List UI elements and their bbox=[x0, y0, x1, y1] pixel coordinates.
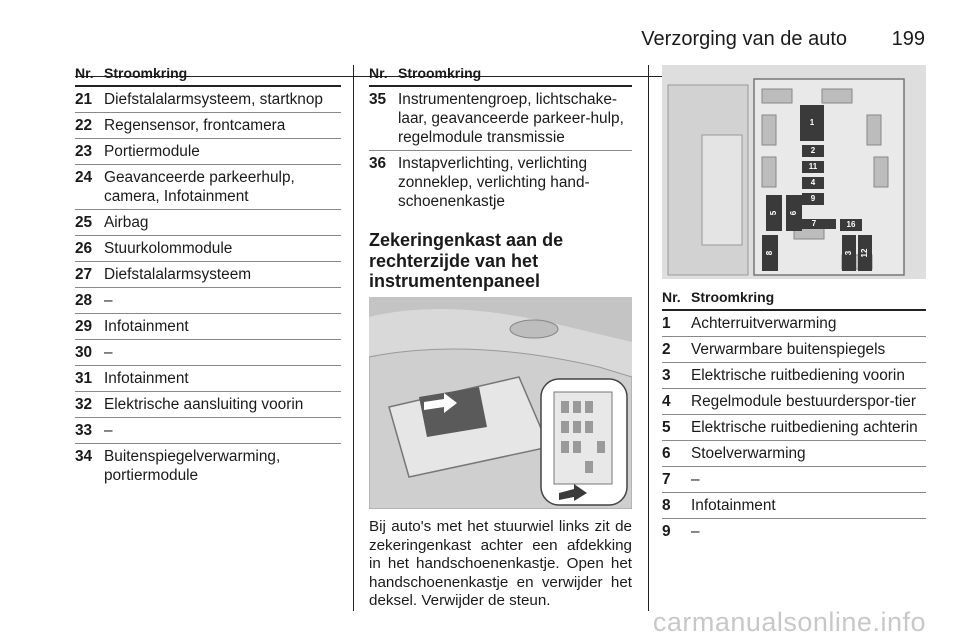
row-number: 25 bbox=[75, 214, 93, 231]
row-circuit: Infotainment bbox=[691, 497, 776, 514]
row-number: 31 bbox=[75, 370, 93, 387]
row-circuit: – bbox=[691, 523, 700, 540]
row-number: 22 bbox=[75, 117, 93, 134]
table-row bbox=[662, 519, 926, 544]
row-circuit: Achterruitverwarming bbox=[691, 315, 837, 332]
row-circuit: – bbox=[104, 292, 113, 309]
table-row bbox=[75, 87, 341, 113]
row-circuit: Buitenspiegelverwarming, portiermodule bbox=[104, 448, 281, 484]
glovebox-drawing bbox=[369, 297, 632, 509]
section-title: Zekeringenkast aan de rechterzijde van het instrumentenpaneel bbox=[369, 230, 564, 291]
column-divider bbox=[648, 65, 649, 611]
row-circuit: Airbag bbox=[104, 214, 149, 231]
table-row bbox=[75, 262, 341, 288]
row-circuit: Instrumentengroep, lichtschake-laar, geavanceerde parkeer-hulp, regelmodule transmissie bbox=[398, 91, 624, 146]
row-circuit: Diefstalalarmsysteem, startknop bbox=[104, 91, 323, 108]
page-title: Verzorging van de auto bbox=[641, 28, 847, 50]
table-row bbox=[662, 415, 926, 441]
table-row bbox=[75, 340, 341, 366]
col-header-nr: Nr. bbox=[662, 289, 681, 305]
row-number: 28 bbox=[75, 292, 93, 309]
fuse-label: 9 bbox=[810, 194, 816, 204]
table-row bbox=[369, 151, 632, 214]
table-row bbox=[662, 441, 926, 467]
fusebox-drawing bbox=[662, 65, 926, 279]
fuse-label: 1 bbox=[809, 118, 815, 128]
table-row bbox=[75, 392, 341, 418]
row-number: 8 bbox=[662, 497, 671, 514]
fuse-label: 4 bbox=[810, 178, 816, 188]
row-number: 3 bbox=[662, 367, 671, 384]
row-number: 29 bbox=[75, 318, 93, 335]
row-circuit: Regensensor, frontcamera bbox=[104, 117, 286, 134]
row-circuit: Portiermodule bbox=[104, 143, 200, 160]
row-circuit: – bbox=[104, 344, 113, 361]
row-number: 34 bbox=[75, 448, 93, 465]
row-number: 6 bbox=[662, 445, 671, 462]
row-number: 2 bbox=[662, 341, 671, 358]
row-circuit: – bbox=[691, 471, 700, 488]
table-row bbox=[75, 444, 341, 488]
row-number: 35 bbox=[369, 91, 387, 108]
table-row bbox=[369, 87, 632, 151]
table-row bbox=[662, 467, 926, 493]
col-header-circuit: Stroomkring bbox=[691, 289, 775, 305]
col-header-circuit: Stroomkring bbox=[398, 65, 482, 81]
row-number: 30 bbox=[75, 344, 93, 361]
row-number: 36 bbox=[369, 155, 387, 172]
page-header bbox=[75, 26, 925, 54]
table-row bbox=[75, 139, 341, 165]
row-circuit: – bbox=[104, 422, 113, 439]
fuse-label: 2 bbox=[810, 146, 816, 156]
row-circuit: Diefstalalarmsysteem bbox=[104, 266, 252, 283]
row-number: 23 bbox=[75, 143, 93, 160]
fuse-label: 5 bbox=[769, 210, 779, 216]
row-number: 27 bbox=[75, 266, 93, 283]
fuse-label: 3 bbox=[844, 250, 854, 256]
fusebox-illustration bbox=[662, 65, 926, 279]
row-circuit: Elektrische ruitbediening voorin bbox=[691, 367, 905, 384]
table-row bbox=[75, 165, 341, 210]
row-number: 32 bbox=[75, 396, 93, 413]
row-circuit: Instapverlichting, verlichting zonneklep, verlichting hand-schoenenkastje bbox=[398, 155, 590, 210]
column-divider bbox=[353, 65, 354, 611]
col-header-nr: Nr. bbox=[369, 65, 388, 81]
fuse-label: 7 bbox=[811, 219, 817, 229]
instruction-paragraph: Bij auto's met het stuurwiel links zit de zekeringenkast achter een afdekking in het handschoenenkastje. Open het handschoenenkastje en verwijder het deksel. Verwijder de steun. bbox=[369, 518, 632, 609]
table-row bbox=[75, 288, 341, 314]
row-number: 9 bbox=[662, 523, 671, 540]
fuse-label: 6 bbox=[789, 210, 799, 216]
table-header bbox=[75, 65, 341, 87]
row-number: 26 bbox=[75, 240, 93, 257]
table-row bbox=[662, 337, 926, 363]
table-row bbox=[662, 311, 926, 337]
row-circuit: Regelmodule bestuurderspor-tier bbox=[691, 393, 916, 410]
table-row bbox=[75, 366, 341, 392]
table-row bbox=[75, 418, 341, 444]
table-header bbox=[662, 289, 926, 311]
table-row bbox=[662, 493, 926, 519]
col-header-nr: Nr. bbox=[75, 65, 94, 81]
fuse-label: 16 bbox=[846, 220, 856, 230]
row-circuit: Verwarmbare buitenspiegels bbox=[691, 341, 886, 358]
column-middle bbox=[369, 65, 632, 609]
row-circuit: Stuurkolommodule bbox=[104, 240, 233, 257]
column-left bbox=[75, 65, 341, 488]
row-circuit: Geavanceerde parkeerhulp, camera, Infotainment bbox=[104, 169, 295, 205]
glovebox-illustration bbox=[369, 297, 632, 509]
table-row bbox=[662, 363, 926, 389]
fuse-label: 8 bbox=[765, 250, 775, 256]
table-row bbox=[75, 236, 341, 262]
row-circuit: Infotainment bbox=[104, 370, 189, 387]
watermark: carmanualsonline.info bbox=[652, 607, 926, 637]
row-circuit: Elektrische ruitbediening achterin bbox=[691, 419, 918, 436]
row-circuit: Elektrische aansluiting voorin bbox=[104, 396, 304, 413]
row-circuit: Stoelverwarming bbox=[691, 445, 806, 462]
fuse-label: 11 bbox=[808, 162, 818, 172]
table-header bbox=[369, 65, 632, 87]
row-number: 24 bbox=[75, 169, 93, 186]
row-number: 7 bbox=[662, 471, 671, 488]
row-number: 4 bbox=[662, 393, 671, 410]
page-number: 199 bbox=[891, 28, 925, 50]
row-number: 1 bbox=[662, 315, 671, 332]
col-header-circuit: Stroomkring bbox=[104, 65, 188, 81]
fuse-label: 12 bbox=[860, 248, 870, 258]
row-number: 5 bbox=[662, 419, 671, 436]
table-row bbox=[662, 389, 926, 415]
row-circuit: Infotainment bbox=[104, 318, 189, 335]
table-row bbox=[75, 113, 341, 139]
table-row bbox=[75, 314, 341, 340]
row-number: 21 bbox=[75, 91, 93, 108]
row-number: 33 bbox=[75, 422, 93, 439]
table-row bbox=[75, 210, 341, 236]
